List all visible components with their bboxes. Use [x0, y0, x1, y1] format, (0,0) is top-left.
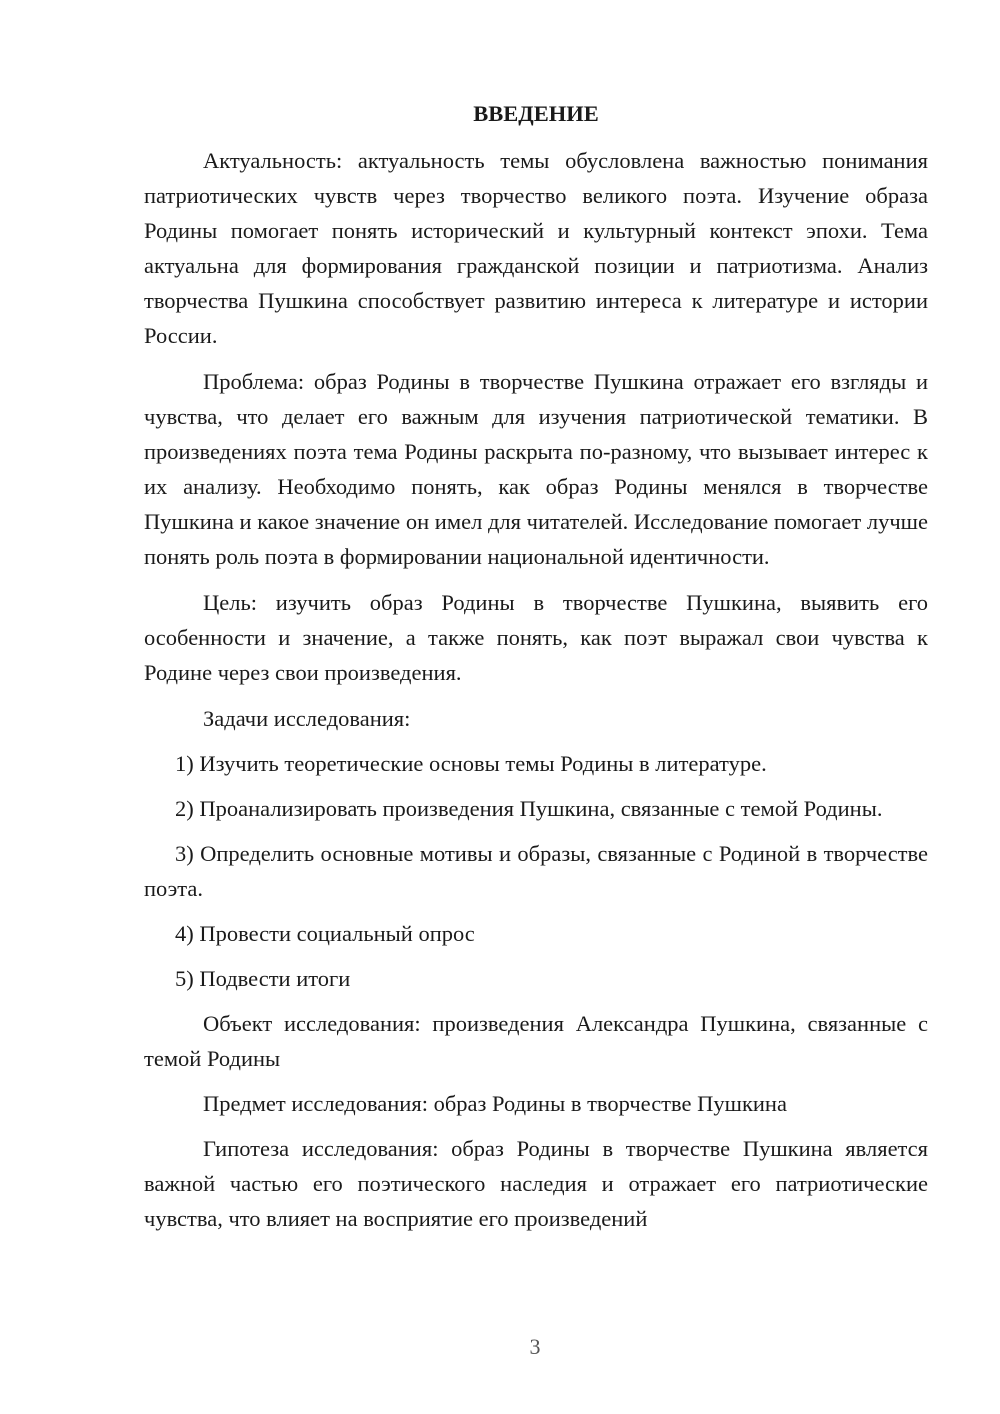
section-title: ВВЕДЕНИЕ: [473, 101, 599, 126]
task-item: 3) Определить основные мотивы и образы, связанные с Родиной в творчестве поэта.: [144, 841, 928, 901]
tasks-heading: Задачи исследования:: [203, 706, 411, 731]
paragraph-goal: Цель: изучить образ Родины в творчестве Пушкина, выявить его особенности и значение, а также понять, как поэт выражал свои чувства к Родине через свои произведения.: [144, 590, 928, 685]
paragraph-relevance: Актуальность: актуальность темы обусловлена важностью понимания патриотических чувств через творчество великого поэта. Изучение образа Родины помогает понять исторический и культурный контекст эпохи. Тема актуальна для формирования гражданской позиции и патриотизма. Анализ творчества Пушкина способствует развитию интереса к литературе и истории России.: [144, 148, 928, 348]
task-item: 2) Проанализировать произведения Пушкина, связанные с темой Родины.: [175, 796, 883, 821]
task-item: 5) Подвести итоги: [175, 966, 351, 991]
paragraph-problem: Проблема: образ Родины в творчестве Пушкина отражает его взгляды и чувства, что делает его важным для изучения патриотической тематики. В произведениях поэта тема Родины раскрыта по-разному, что вызывает интерес к их анализу. Необходимо понять, как образ Родины менялся в творчестве Пушкина и какое значение он имел для читателей. Исследование помогает лучше понять роль поэта в формировании национальной идентичности.: [144, 369, 928, 569]
paragraph-hypothesis: Гипотеза исследования: образ Родины в творчестве Пушкина является важной частью его поэтического наследия и отражает его патриотические чувства, что влияет на восприятие его произведений: [144, 1136, 928, 1231]
paragraph-subject: Предмет исследования: образ Родины в творчестве Пушкина: [203, 1091, 787, 1116]
task-item: 4) Провести социальный опрос: [175, 921, 475, 946]
task-item: 1) Изучить теоретические основы темы Родины в литературе.: [175, 751, 767, 776]
document-page: [144, 96, 928, 1236]
page-number: 3: [529, 1334, 541, 1359]
paragraph-object: Объект исследования: произведения Александра Пушкина, связанные с темой Родины: [144, 1011, 928, 1071]
